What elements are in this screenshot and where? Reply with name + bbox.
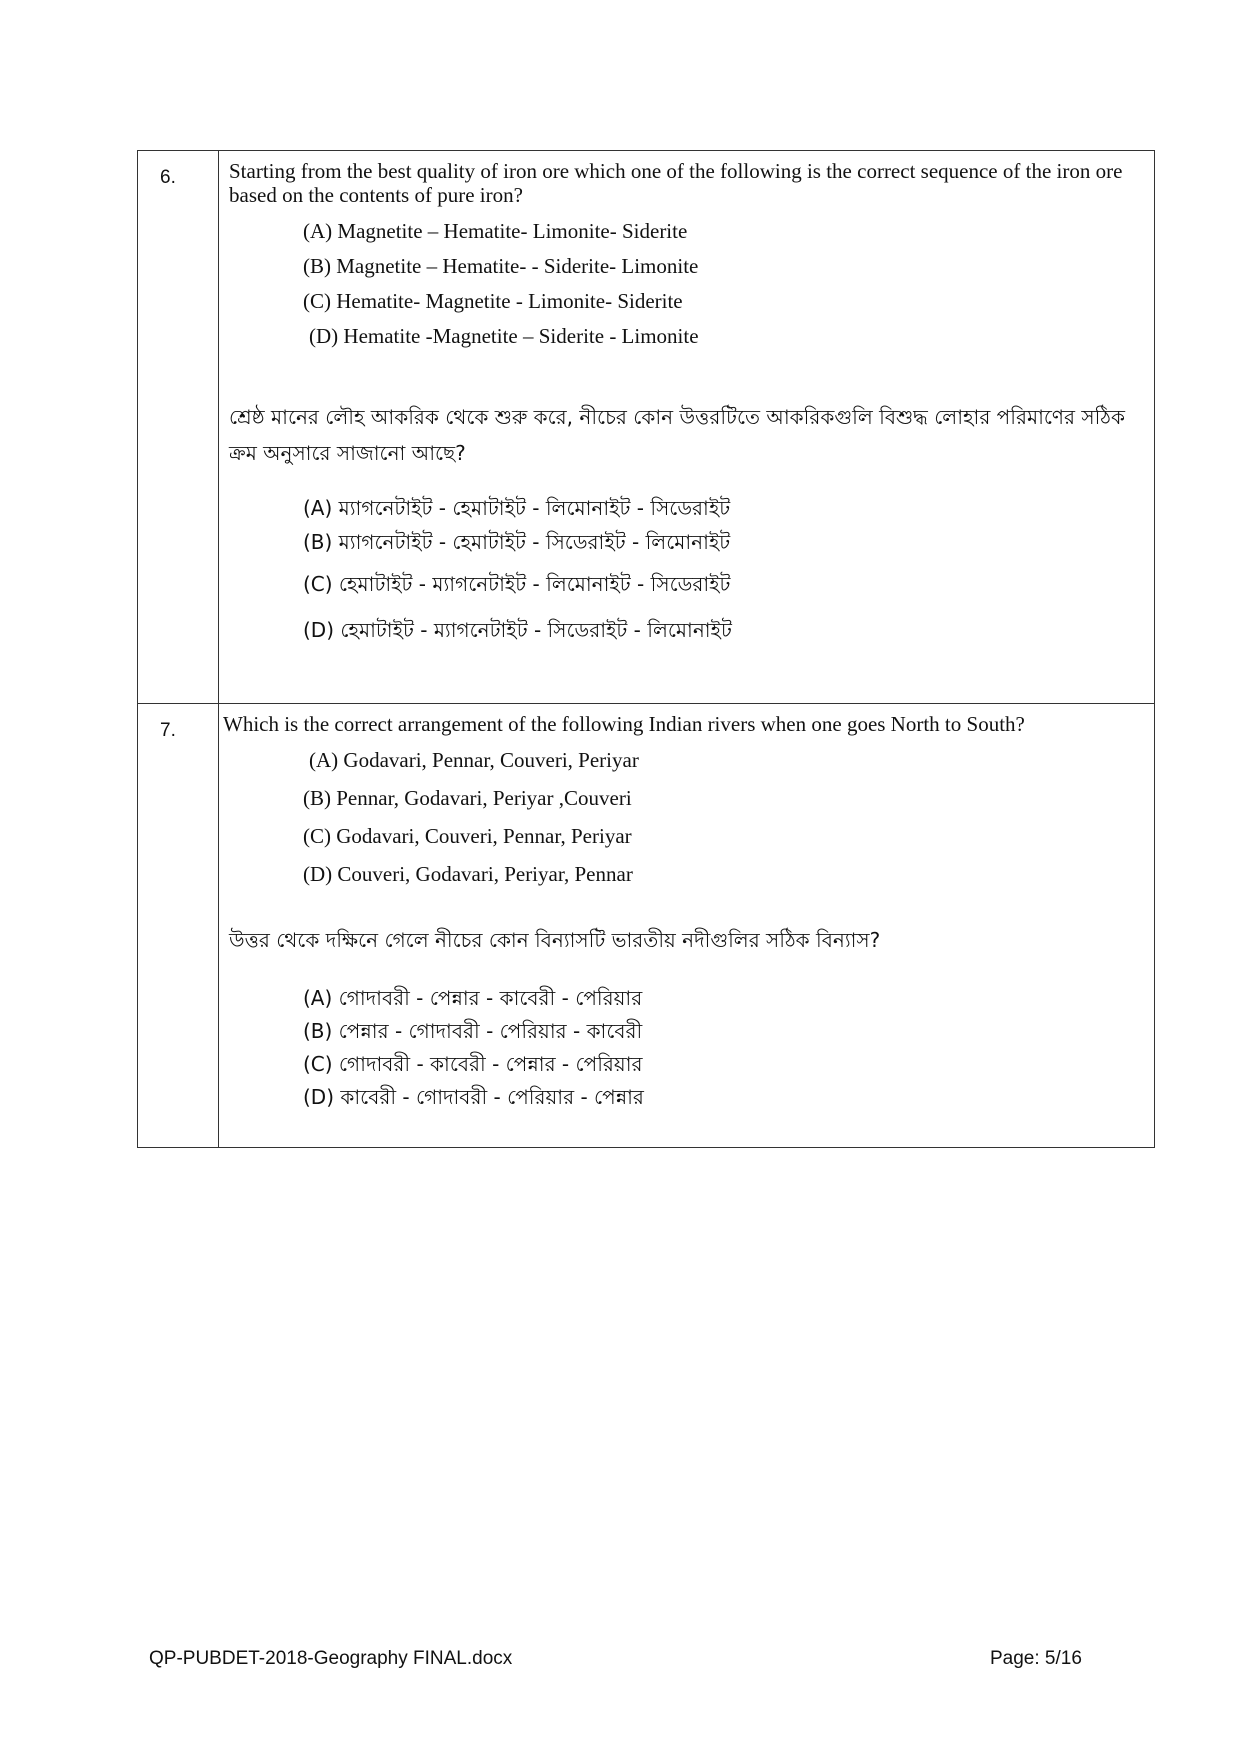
option-d-bn: (D) কাবেরী - গোদাবরী - পেরিয়ার - পেন্নার: [303, 1085, 644, 1109]
option-d-bn: (D) হেমাটাইট - ম্যাগনেটাইট - সিডেরাইট - লিমোনাইট: [303, 618, 732, 642]
question-table: [137, 150, 1155, 1148]
option-c-en: (C) Hematite- Magnetite - Limonite- Siderite: [303, 289, 683, 313]
option-d-en: (D) Hematite -Magnetite – Siderite - Limonite: [309, 324, 699, 348]
option-d-en: (D) Couveri, Godavari, Periyar, Pennar: [303, 862, 633, 886]
options-bn: [229, 491, 1134, 649]
option-b-bn: (B) পেন্নার - গোদাবরী - পেরিয়ার - কাবেরী: [303, 1019, 643, 1043]
question-number-cell: [138, 151, 219, 704]
options-bn: [223, 982, 1134, 1114]
question-number: 6.: [160, 167, 176, 188]
question-row-7: [138, 704, 1155, 1148]
question-text-bn: উত্তর থেকে দক্ষিনে গেলে নীচের কোন বিন্যাসটি ভারতীয় নদীগুলির সঠিক বিন্যাস?: [229, 928, 881, 952]
option-c-bn: (C) গোদাবরী - কাবেরী - পেন্নার - পেরিয়ার: [303, 1052, 643, 1076]
option-a-bn: (A) ম্যাগনেটাইট - হেমাটাইট - লিমোনাইট - সিডেরাইট: [303, 496, 731, 520]
question-body: [219, 704, 1155, 1148]
option-c-en: (C) Godavari, Couveri, Pennar, Periyar: [303, 824, 632, 848]
option-b-en: (B) Magnetite – Hematite- - Siderite- Limonite: [303, 254, 699, 278]
question-text-en: Which is the correct arrangement of the following Indian rivers when one goes North to South?: [223, 712, 1025, 736]
question-body: [219, 151, 1155, 704]
question-number-cell: [138, 704, 219, 1148]
question-number: 7.: [160, 720, 176, 741]
options-en: [229, 219, 1134, 359]
option-a-bn: (A) গোদাবরী - পেন্নার - কাবেরী - পেরিয়ার: [303, 986, 643, 1010]
question-text-en: Starting from the best quality of iron ore which one of the following is the correct sequence of the iron ore based on the contents of pure iron?: [229, 159, 1123, 207]
option-b-bn: (B) ম্যাগনেটাইট - হেমাটাইট - সিডেরাইট - লিমোনাইট: [303, 530, 731, 554]
footer-filename: QP-PUBDET-2018-Geography FINAL.docx: [149, 1648, 513, 1669]
options-en: [223, 748, 1134, 900]
footer-page-number: Page: 5/16: [990, 1648, 1082, 1669]
option-c-bn: (C) হেমাটাইট - ম্যাগনেটাইট - লিমোনাইট - সিডেরাইট: [303, 572, 731, 596]
question-text-bn: শ্রেষ্ঠ মানের লৌহ আকরিক থেকে শুরু করে, নীচের কোন উত্তরটিতে আকরিকগুলি বিশুদ্ধ লোহার পরিমাণের সঠিক ক্রম অনুসারে সাজানো আছে?: [229, 405, 1125, 465]
option-a-en: (A) Magnetite – Hematite- Limonite- Siderite: [303, 219, 688, 243]
option-a-en: (A) Godavari, Pennar, Couveri, Periyar: [309, 748, 639, 772]
option-b-en: (B) Pennar, Godavari, Periyar ,Couveri: [303, 786, 632, 810]
question-row-6: [138, 151, 1155, 704]
